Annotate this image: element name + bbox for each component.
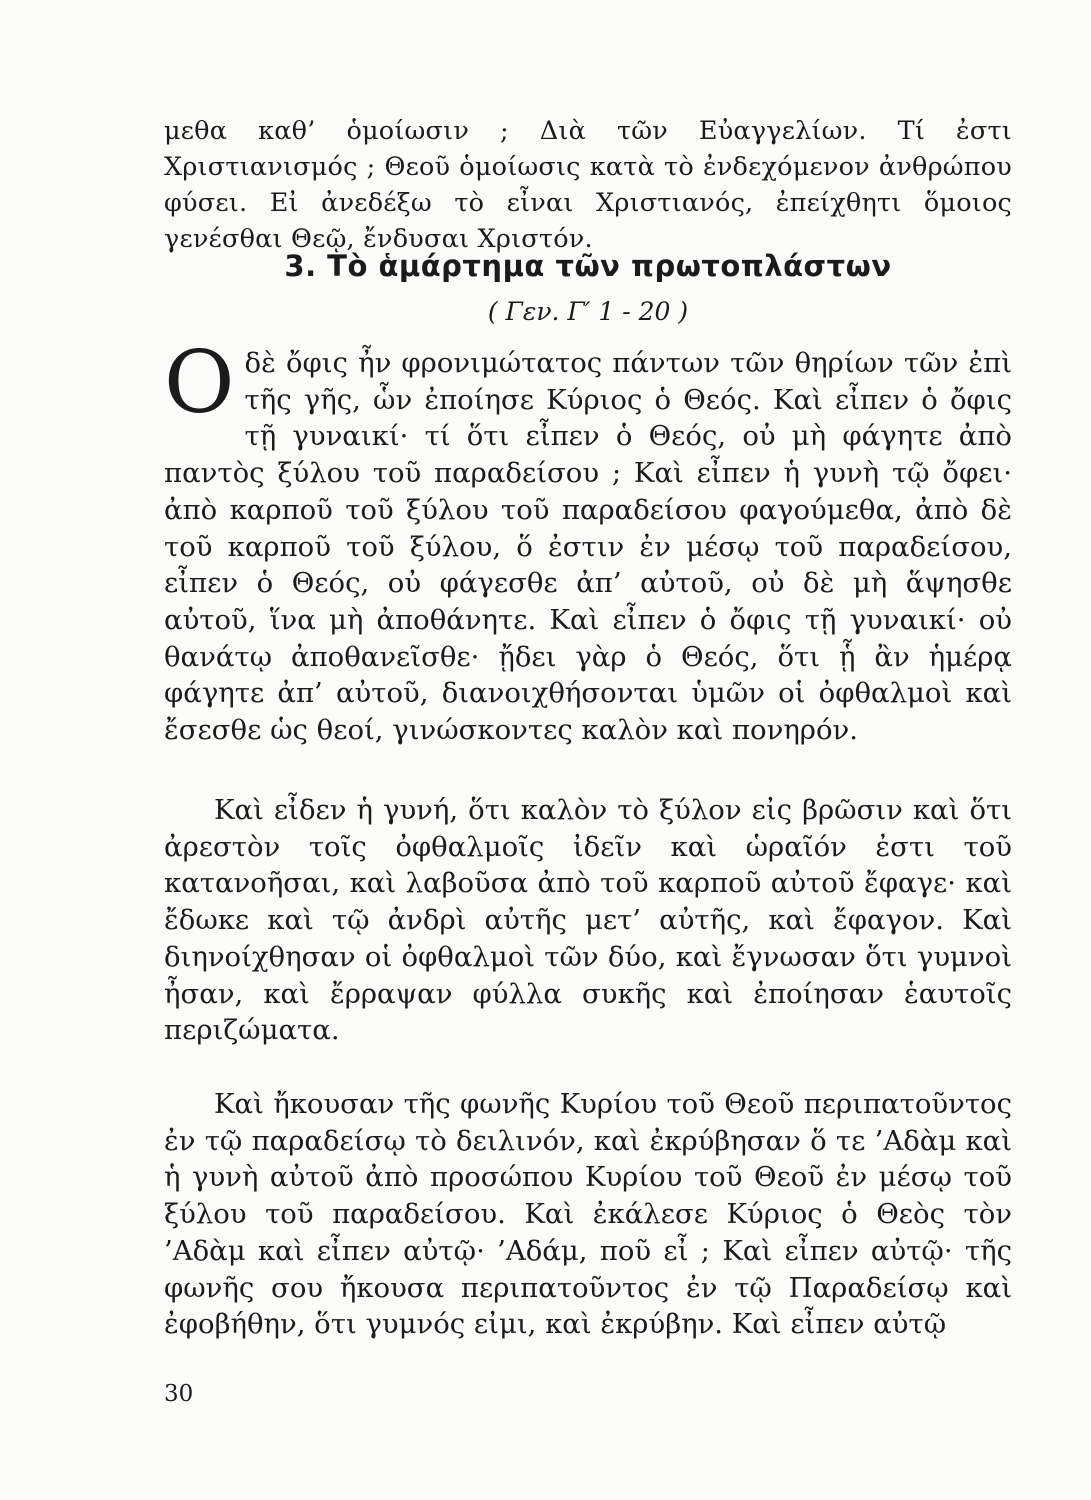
chapter-reference: ( Γεν. Γ′ 1 - 20 ) xyxy=(487,297,689,326)
page-number: 30 xyxy=(164,1381,194,1407)
paragraph-1-text: δὲ ὄφις ἦν φρονιμώτατος πάντων τῶν θηρίων τῶν ἐπὶ τῆς γῆς, ὧν ἐποίησε Κύριος ὁ Θεός. Καὶ εἶπεν ὁ ὄφις τῇ γυναικί· τί ὅτι εἶπεν ὁ Θεός, οὐ μὴ φάγητε ἀπὸ παντὸς ξύλου τοῦ παραδείσου ; Καὶ εἶπεν ἡ γυνὴ τῷ ὄφει· ἀπὸ καρποῦ τοῦ ξύλου τοῦ παραδείσου φαγούμεθα, ἀπὸ δὲ τοῦ καρποῦ τοῦ ξύλου, ὅ ἐστιν ἐν μέσῳ τοῦ παραδείσου, εἶπεν ὁ Θεός, οὐ φάγεσθε ἀπ’ αὐτοῦ, οὐ δὲ μὴ ἅψησθε αὐτοῦ, ἵνα μὴ ἀποθάνητε. Καὶ εἶπεν ὁ ὄφις τῇ γυναικί· οὐ θανάτῳ ἀποθανεῖσθε· ᾔδει γὰρ ὁ Θεός, ὅτι ᾗ ἂν ἡμέρᾳ φάγητε ἀπ’ αὐτοῦ, διανοιχθήσονται ὑμῶν οἱ ὀφθαλμοὶ καὶ ἔσεσθε ὡς θεοί, γινώσκοντες καλὸν καὶ πονηρόν. xyxy=(164,347,1012,747)
drop-cap: Ο xyxy=(164,333,235,433)
paragraph-1 xyxy=(164,333,1012,749)
intro-paragraph: μεθα καθ’ ὁμοίωσιν ; Διὰ τῶν Εὐαγγελίων. Τί ἐστι Χριστιανισμός ; Θεοῦ ὁμοίωσις κατὰ τὸ ἐνδεχόμενον ἀνθρώπου φύσει. Εἰ ἀνεδέξω τὸ εἶναι Χριστιανός, ἐπείχθητι ὅμοιος γενέσθαι Θεῷ, ἔνδυσαι Χριστόν. xyxy=(164,116,1012,254)
paragraph-2: Καὶ εἶδεν ἡ γυνή, ὅτι καλὸν τὸ ξύλον εἰς βρῶσιν καὶ ὅτι ἀρεστὸν τοῖς ὀφθαλμοῖς ἰδεῖν καὶ ὡραῖόν ἐστι τοῦ κατανοῆσαι, καὶ λαβοῦσα ἀπὸ τοῦ καρποῦ αὐτοῦ ἔφαγε· καὶ ἔδωκε καὶ τῷ ἀνδρὶ αὐτῆς μετ’ αὐτῆς, καὶ ἔφαγον. Καὶ διηνοίχθησαν οἱ ὀφθαλμοὶ τῶν δύο, καὶ ἔγνωσαν ὅτι γυμνοὶ ἦσαν, καὶ ἔρραψαν φύλλα συκῆς καὶ ἐποίησαν ἑαυτοῖς περιζώματα. xyxy=(164,794,1012,1047)
paragraph-3: Καὶ ἤκουσαν τῆς φωνῆς Κυρίου τοῦ Θεοῦ περιπατοῦντος ἐν τῷ παραδείσῳ τὸ δειλινόν, καὶ ἐκρύβησαν ὅ τε ’Αδὰμ καὶ ἡ γυνὴ αὐτοῦ ἀπὸ προσώπου Κυρίου τοῦ Θεοῦ ἐν μέσῳ τοῦ ξύλου τοῦ παραδείσου. Καὶ ἐκάλεσε Κύριος ὁ Θεὸς τὸν ’Αδὰμ καὶ εἶπεν αὐτῷ· ’Αδάμ, ποῦ εἶ ; Καὶ εἶπεν αὐτῷ· τῆς φωνῆς σου ἤκουσα περιπατοῦντος ἐν τῷ Παραδείσῳ καὶ ἐφοβήθην, ὅτι γυμνός εἰμι, καὶ ἐκρύβην. Καὶ εἶπεν αὐτῷ xyxy=(164,1088,1012,1341)
chapter-title: 3. Τὸ ἁμάρτημα τῶν πρωτοπλάστων xyxy=(284,249,892,283)
